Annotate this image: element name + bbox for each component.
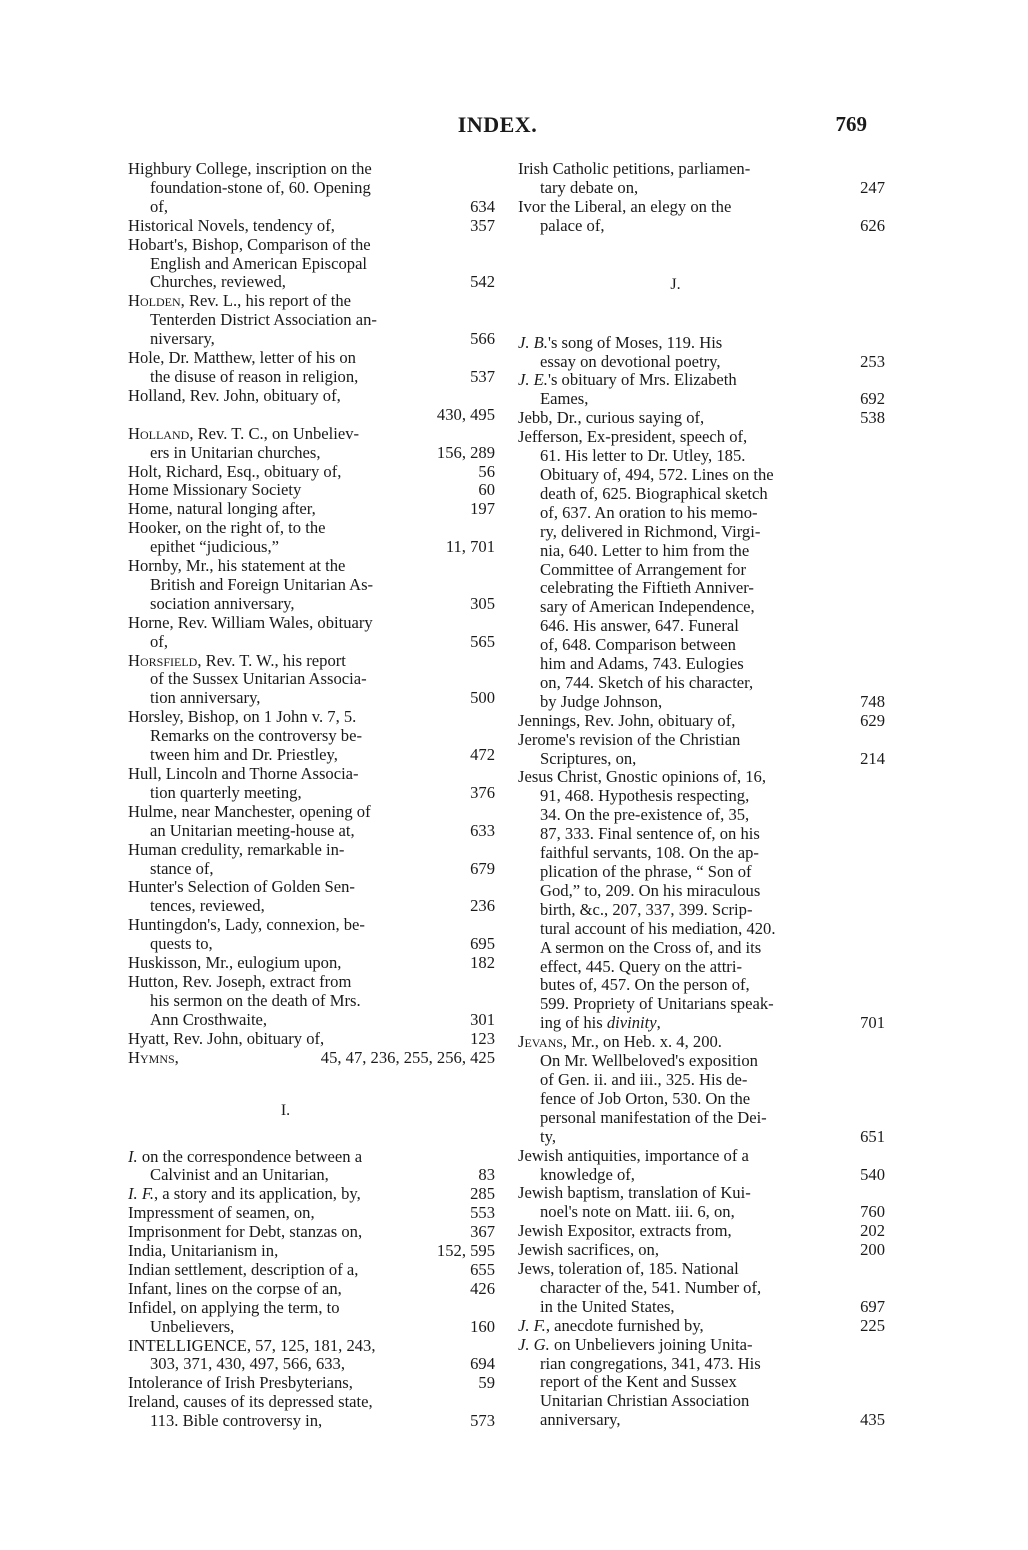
entry-line: J. E.'s obituary of Mrs. Elizabeth <box>518 370 737 390</box>
index-entry <box>518 408 885 428</box>
entry-line: Holt, Richard, Esq., obituary of, <box>128 461 342 481</box>
entry-heading-smallcaps: Jevans <box>518 1032 563 1052</box>
entry-line: English and American Episcopal <box>150 253 368 273</box>
entry-page-refs: 629 <box>860 710 885 730</box>
entry-line: Ivor the Liberal, an elegy on the <box>518 196 732 216</box>
entry-line: tences, reviewed, <box>150 896 265 916</box>
entry-page-refs: 500 <box>470 688 495 708</box>
entry-line: Holden, Rev. L., his report of the <box>128 291 352 311</box>
entry-page-refs: 538 <box>860 408 885 428</box>
entry-line: fence of Job Orton, 530. On the <box>540 1088 751 1108</box>
entry-line: 91, 468. Hypothesis respecting, <box>540 786 750 806</box>
index-entry <box>128 423 495 463</box>
entry-line: personal manifestation of the Dei- <box>540 1107 767 1127</box>
index-entry <box>128 1028 495 1049</box>
entry-line: him and Adams, 743. Eulogies <box>540 654 744 674</box>
entry-line: Committee of Arrangement for <box>540 559 746 579</box>
entry-line: tion anniversary, <box>150 688 261 708</box>
entry-line: the disuse of reason in religion, <box>150 366 359 386</box>
entry-line: 113. Bible controversy in, <box>150 1411 323 1431</box>
index-entry <box>128 348 495 387</box>
entry-page-refs: 357 <box>470 215 495 235</box>
entry-line: I. F., a story and its application, by, <box>128 1184 361 1204</box>
entry-line: Hyatt, Rev. John, obituary of, <box>128 1028 325 1048</box>
entry-page-refs: 301 <box>470 1009 495 1029</box>
entry-heading-italic: J. B. <box>518 332 548 352</box>
index-column-right <box>518 159 885 1430</box>
index-column-left <box>128 159 495 1431</box>
entry-line: I. on the correspondence between a <box>128 1146 363 1166</box>
entry-line: Jevans, Mr., on Heb. x. 4, 200. <box>518 1032 722 1052</box>
entry-line: Huntingdon's, Lady, connexion, be- <box>128 915 365 935</box>
entry-line: Jebb, Dr., curious saying of, <box>518 408 705 428</box>
entry-line: tion quarterly meeting, <box>150 782 302 802</box>
entry-line: an Unitarian meeting-house at, <box>150 820 355 840</box>
index-entry <box>518 1315 885 1336</box>
entry-line: of, <box>150 196 168 216</box>
entry-line: ers in Unitarian churches, <box>150 442 321 462</box>
index-entry <box>128 1259 495 1280</box>
entry-line: ty, <box>540 1126 556 1146</box>
entry-line: sociation anniversary, <box>150 593 295 613</box>
entry-line: Holland, Rev. John, obituary of, <box>128 385 341 405</box>
entry-page-refs: 367 <box>470 1222 495 1242</box>
entry-page-refs: 152, 595 <box>436 1241 495 1261</box>
entry-page-refs: 472 <box>470 745 495 765</box>
index-entry <box>128 1278 495 1299</box>
entry-line: character of the, 541. Number of, <box>540 1277 762 1297</box>
entry-heading-smallcaps: Horsfield <box>128 650 198 670</box>
index-entry <box>128 839 495 879</box>
entry-line <box>128 406 443 425</box>
entry-line: Home, natural longing after, <box>128 499 316 519</box>
index-entry <box>518 1240 885 1260</box>
entry-page-refs: 701 <box>860 1013 885 1033</box>
entry-line: effect, 445. Query on the attri- <box>540 956 742 976</box>
entry-line: Hole, Dr. Matthew, letter of his on <box>128 348 356 368</box>
index-entry <box>128 971 495 1030</box>
index-entry <box>128 915 495 954</box>
entry-line: Jesus Christ, Gnostic opinions of, 16, <box>518 767 766 787</box>
entry-line: butes of, 457. On the person of, <box>540 975 750 995</box>
entry-line: Highbury College, inscription on the <box>128 159 372 178</box>
index-entry <box>128 1203 495 1223</box>
entry-line: Hooker, on the right of, to the <box>128 518 326 538</box>
entry-page-refs: 566 <box>470 329 495 349</box>
entry-line: knowledge of, <box>540 1164 635 1184</box>
entry-line: Jennings, Rev. John, obituary of, <box>518 710 736 730</box>
entry-line: stance of, <box>150 858 214 878</box>
index-entry <box>518 370 885 409</box>
entry-heading-italic: I. F. <box>128 1184 154 1204</box>
entry-line: palace of, <box>540 215 605 235</box>
section-letter-i: I. <box>280 1101 291 1119</box>
entry-page-refs: 200 <box>860 1240 885 1260</box>
entry-line: noel's note on Matt. iii. 6, on, <box>540 1202 735 1222</box>
entry-line: 61. His letter to Dr. Utley, 185. <box>540 446 746 466</box>
index-entry <box>518 332 885 372</box>
index-entry <box>518 1221 885 1241</box>
entry-page-refs: 11, 701 <box>445 537 495 557</box>
entry-heading-smallcaps: Holden <box>128 291 181 311</box>
entry-line: Hull, Lincoln and Thorne Associa- <box>128 764 359 783</box>
entry-line: of, <box>150 631 168 651</box>
entry-line: Imprisonment for Debt, stanzas on, <box>128 1222 363 1242</box>
entry-line: tary debate on, <box>540 177 639 197</box>
entry-page-refs: 182 <box>470 953 495 973</box>
index-entry <box>128 1146 495 1186</box>
entry-list-i <box>128 1146 495 1432</box>
entry-line: Horsfield, Rev. T. W., his report <box>128 650 346 670</box>
entry-page-refs: 225 <box>860 1315 885 1335</box>
entry-page-refs: 59 <box>478 1373 495 1393</box>
entry-page-refs: 60 <box>478 480 495 500</box>
entry-line: plication of the phrase, “ Son of <box>540 862 752 881</box>
index-entry <box>128 707 495 765</box>
entry-line: Calvinist and an Unitarian, <box>150 1165 329 1185</box>
entry-line: Jews, toleration of, 185. National <box>518 1259 739 1279</box>
entry-line: Infant, lines on the corpse of an, <box>128 1278 342 1298</box>
entry-page-refs: 626 <box>860 215 885 235</box>
entry-page-refs: 247 <box>860 177 885 197</box>
entry-line: death of, 625. Biographical sketch <box>540 483 768 503</box>
entry-page-refs: 83 <box>478 1165 495 1185</box>
entry-line: Tenterden District Association an- <box>150 310 377 330</box>
index-entry <box>128 1373 495 1393</box>
entry-line: Obituary of, 494, 572. Lines on the <box>540 464 774 484</box>
entry-line: Horsley, Bishop, on 1 John v. 7, 5. <box>128 707 357 727</box>
entry-line: Infidel, on applying the term, to <box>128 1297 340 1317</box>
entry-line: on, 744. Sketch of his character, <box>540 672 754 692</box>
entry-line: Jewish sacrifices, on, <box>518 1240 660 1260</box>
index-entry <box>128 556 495 614</box>
entry-page-refs: 202 <box>860 1221 885 1241</box>
index-entry <box>128 801 495 841</box>
section-letter-j: J. <box>670 275 681 293</box>
index-entry <box>128 1335 495 1375</box>
entry-line: his sermon on the death of Mrs. <box>150 990 361 1010</box>
index-entry <box>128 291 495 349</box>
entry-page-refs: 435 <box>860 1410 885 1430</box>
entry-line: report of the Kent and Sussex <box>540 1372 737 1392</box>
entry-line: of, 637. An oration to his memo- <box>540 502 758 522</box>
index-entry <box>518 159 885 198</box>
entry-page-refs: 285 <box>470 1184 495 1204</box>
entry-page-refs: 236 <box>470 896 495 916</box>
entry-heading-smallcaps: Hymns <box>128 1047 175 1067</box>
index-entry <box>128 1297 495 1337</box>
index-entry <box>128 518 495 557</box>
entry-line: anniversary, <box>540 1410 621 1430</box>
entry-line: ry, delivered in Richmond, Virgi- <box>540 521 761 541</box>
index-entry <box>128 385 495 425</box>
entry-line: by Judge Johnson, <box>540 691 663 711</box>
entry-line: Unitarian Christian Association <box>540 1391 750 1411</box>
index-entry <box>518 767 885 1033</box>
entry-line: Jerome's revision of the Christian <box>518 729 741 749</box>
entry-line: Hunter's Selection of Golden Sen- <box>128 877 355 897</box>
entry-line: Unbelievers, <box>150 1316 235 1336</box>
index-entry <box>128 1222 495 1242</box>
entry-page-refs: 679 <box>470 858 495 878</box>
index-entry <box>128 612 495 652</box>
entry-line: in the United States, <box>540 1296 675 1316</box>
entry-line: On Mr. Wellbeloved's exposition <box>540 1051 758 1071</box>
entry-line: rian congregations, 341, 473. His <box>540 1353 761 1373</box>
entry-page-refs: 45, 47, 236, 255, 256, 425 <box>320 1047 495 1067</box>
index-entry <box>518 196 885 236</box>
entry-page-refs: 426 <box>470 1278 495 1298</box>
entry-page-refs: 537 <box>470 366 495 386</box>
entry-line: Horne, Rev. William Wales, obituary <box>128 612 373 632</box>
index-entry <box>518 427 885 712</box>
entry-line: Indian settlement, description of a, <box>128 1259 359 1279</box>
entry-line: Remarks on the controversy be- <box>150 726 362 746</box>
index-entry <box>128 234 495 293</box>
index-entry <box>518 1334 885 1431</box>
entry-page-refs: 573 <box>470 1411 495 1431</box>
entry-line: 303, 371, 430, 497, 566, 633, <box>150 1354 345 1374</box>
entry-line: epithet “judicious,” <box>150 537 280 557</box>
page-title: INDEX. <box>457 112 538 137</box>
entry-line: Hymns, <box>128 1047 179 1067</box>
entry-line: essay on devotional poetry, <box>540 351 721 371</box>
entry-line: Churches, reviewed, <box>150 272 286 292</box>
entry-line: ing of his divinity, <box>540 1013 661 1033</box>
entry-page-refs: 376 <box>470 782 495 802</box>
index-entry <box>128 953 495 973</box>
entry-line: J. B.'s song of Moses, 119. His <box>518 332 723 352</box>
entry-line: Eames, <box>540 389 589 409</box>
entry-page-refs: 430, 495 <box>436 404 495 424</box>
entry-line: J. F., anecdote furnished by, <box>518 1315 704 1335</box>
entry-line: tural account of his mediation, 420. <box>540 918 776 938</box>
index-entry <box>128 1047 495 1068</box>
entry-line: 87, 333. Final sentence of, on his <box>540 824 760 844</box>
index-entry <box>128 215 495 236</box>
entry-line: tween him and Dr. Priestley, <box>150 745 338 765</box>
entry-line: Home Missionary Society <box>128 480 302 500</box>
entry-line: foundation-stone of, 60. Opening <box>150 177 371 197</box>
entry-line: Hornby, Mr., his statement at the <box>128 556 346 576</box>
entry-line: Jewish baptism, translation of Kui- <box>518 1183 751 1203</box>
entry-page-refs: 540 <box>860 1164 885 1184</box>
index-entry <box>518 710 885 731</box>
entry-line: Scriptures, on, <box>540 748 637 768</box>
entry-line: Irish Catholic petitions, parliamen- <box>518 159 751 178</box>
index-entry <box>128 1241 495 1261</box>
entry-line: Historical Novels, tendency of, <box>128 215 335 235</box>
entry-heading-italic: J. F. <box>518 1315 546 1335</box>
entry-line: Huskisson, Mr., eulogium upon, <box>128 953 342 973</box>
index-entry <box>128 159 495 217</box>
entry-heading-smallcaps: Holland <box>128 423 190 443</box>
index-entry <box>518 1259 885 1317</box>
entry-line: of the Sussex Unitarian Associa- <box>150 669 367 689</box>
entry-line: niversary, <box>150 329 215 349</box>
entry-page-refs: 253 <box>860 351 885 371</box>
entry-line: British and Foreign Unitarian As- <box>150 574 374 594</box>
entry-page-refs: 542 <box>470 272 495 292</box>
entry-heading-italic: J. E. <box>518 370 548 390</box>
page-header <box>130 112 865 142</box>
entry-heading-italic: J. G. <box>518 1334 550 1354</box>
entry-page-refs: 305 <box>470 593 495 613</box>
entry-line: of, 648. Comparison between <box>540 635 736 655</box>
entry-page-refs: 694 <box>470 1354 495 1374</box>
entry-line: Hutton, Rev. Joseph, extract from <box>128 971 352 991</box>
entry-line: 599. Propriety of Unitarians speak- <box>540 994 774 1014</box>
entry-page-refs: 123 <box>470 1028 495 1048</box>
index-entry <box>518 1183 885 1222</box>
entry-list-i-continued <box>518 159 885 236</box>
entry-line: 646. His answer, 647. Funeral <box>540 616 739 636</box>
entry-page-refs: 553 <box>470 1203 495 1223</box>
entry-line: Intolerance of Irish Presbyterians, <box>128 1373 353 1393</box>
entry-page-refs: 56 <box>478 461 495 481</box>
entry-page-refs: 565 <box>470 631 495 651</box>
index-entry <box>518 729 885 769</box>
entry-line: sary of American Independence, <box>540 597 755 617</box>
entry-page-refs: 214 <box>860 748 885 768</box>
entry-page-refs: 760 <box>860 1202 885 1222</box>
index-entry <box>128 1184 495 1204</box>
index-entry <box>128 1392 495 1431</box>
entry-page-refs: 156, 289 <box>436 442 495 462</box>
index-entry <box>128 480 495 500</box>
entry-page-refs: 160 <box>470 1316 495 1336</box>
entry-line: INTELLIGENCE, 57, 125, 181, 243, <box>128 1335 376 1355</box>
entry-line: Hulme, near Manchester, opening of <box>128 801 371 821</box>
page-number: 769 <box>835 112 867 136</box>
entry-page-refs: 633 <box>470 820 495 840</box>
entry-page-refs: 748 <box>860 691 885 711</box>
entry-line: celebrating the Fiftieth Anniver- <box>540 578 754 598</box>
entry-line: birth, &c., 207, 337, 399. Scrip- <box>540 899 753 919</box>
entry-heading-italic: I. <box>128 1146 138 1166</box>
entry-line: India, Unitarianism in, <box>128 1241 279 1261</box>
entry-line: Impressment of seamen, on, <box>128 1203 315 1223</box>
entry-list-j <box>518 332 885 1431</box>
entry-line: Hobart's, Bishop, Comparison of the <box>128 234 371 254</box>
entry-line: quests to, <box>150 934 213 954</box>
entry-line: Human credulity, remarkable in- <box>128 839 345 859</box>
entry-line: Ann Crosthwaite, <box>150 1009 268 1029</box>
entry-page-refs: 697 <box>860 1296 885 1316</box>
entry-line: nia, 640. Letter to him from the <box>540 540 750 560</box>
index-entry <box>518 1032 885 1146</box>
entry-page-refs: 634 <box>470 196 495 216</box>
index-entry <box>128 461 495 482</box>
entry-page-refs: 695 <box>470 934 495 954</box>
index-entry <box>128 650 495 709</box>
entry-page-refs: 655 <box>470 1259 495 1279</box>
entry-line: Ireland, causes of its depressed state, <box>128 1392 373 1412</box>
index-entry <box>128 877 495 916</box>
entry-list-h <box>128 159 495 1068</box>
entry-line: 34. On the pre-existence of, 35, <box>540 805 750 825</box>
entry-page-refs: 197 <box>470 499 495 519</box>
entry-page-refs: 651 <box>860 1126 885 1146</box>
entry-line: Holland, Rev. T. C., on Unbeliev- <box>128 423 360 443</box>
entry-page-refs: 692 <box>860 389 885 409</box>
entry-line: Jewish Expositor, extracts from, <box>518 1221 732 1241</box>
entry-line: God,” to, 209. On his miraculous <box>540 880 761 900</box>
entry-line: Jewish antiquities, importance of a <box>518 1145 749 1165</box>
entry-line: J. G. on Unbelievers joining Unita- <box>518 1334 753 1354</box>
index-entry <box>518 1145 885 1185</box>
index-entry <box>128 499 495 519</box>
index-entry <box>128 764 495 803</box>
entry-line: of Gen. ii. and iii., 325. His de- <box>540 1069 748 1089</box>
entry-line: Jefferson, Ex-president, speech of, <box>518 427 748 447</box>
entry-line: faithful servants, 108. On the ap- <box>540 843 759 863</box>
entry-line: A sermon on the Cross of, and its <box>540 937 762 957</box>
